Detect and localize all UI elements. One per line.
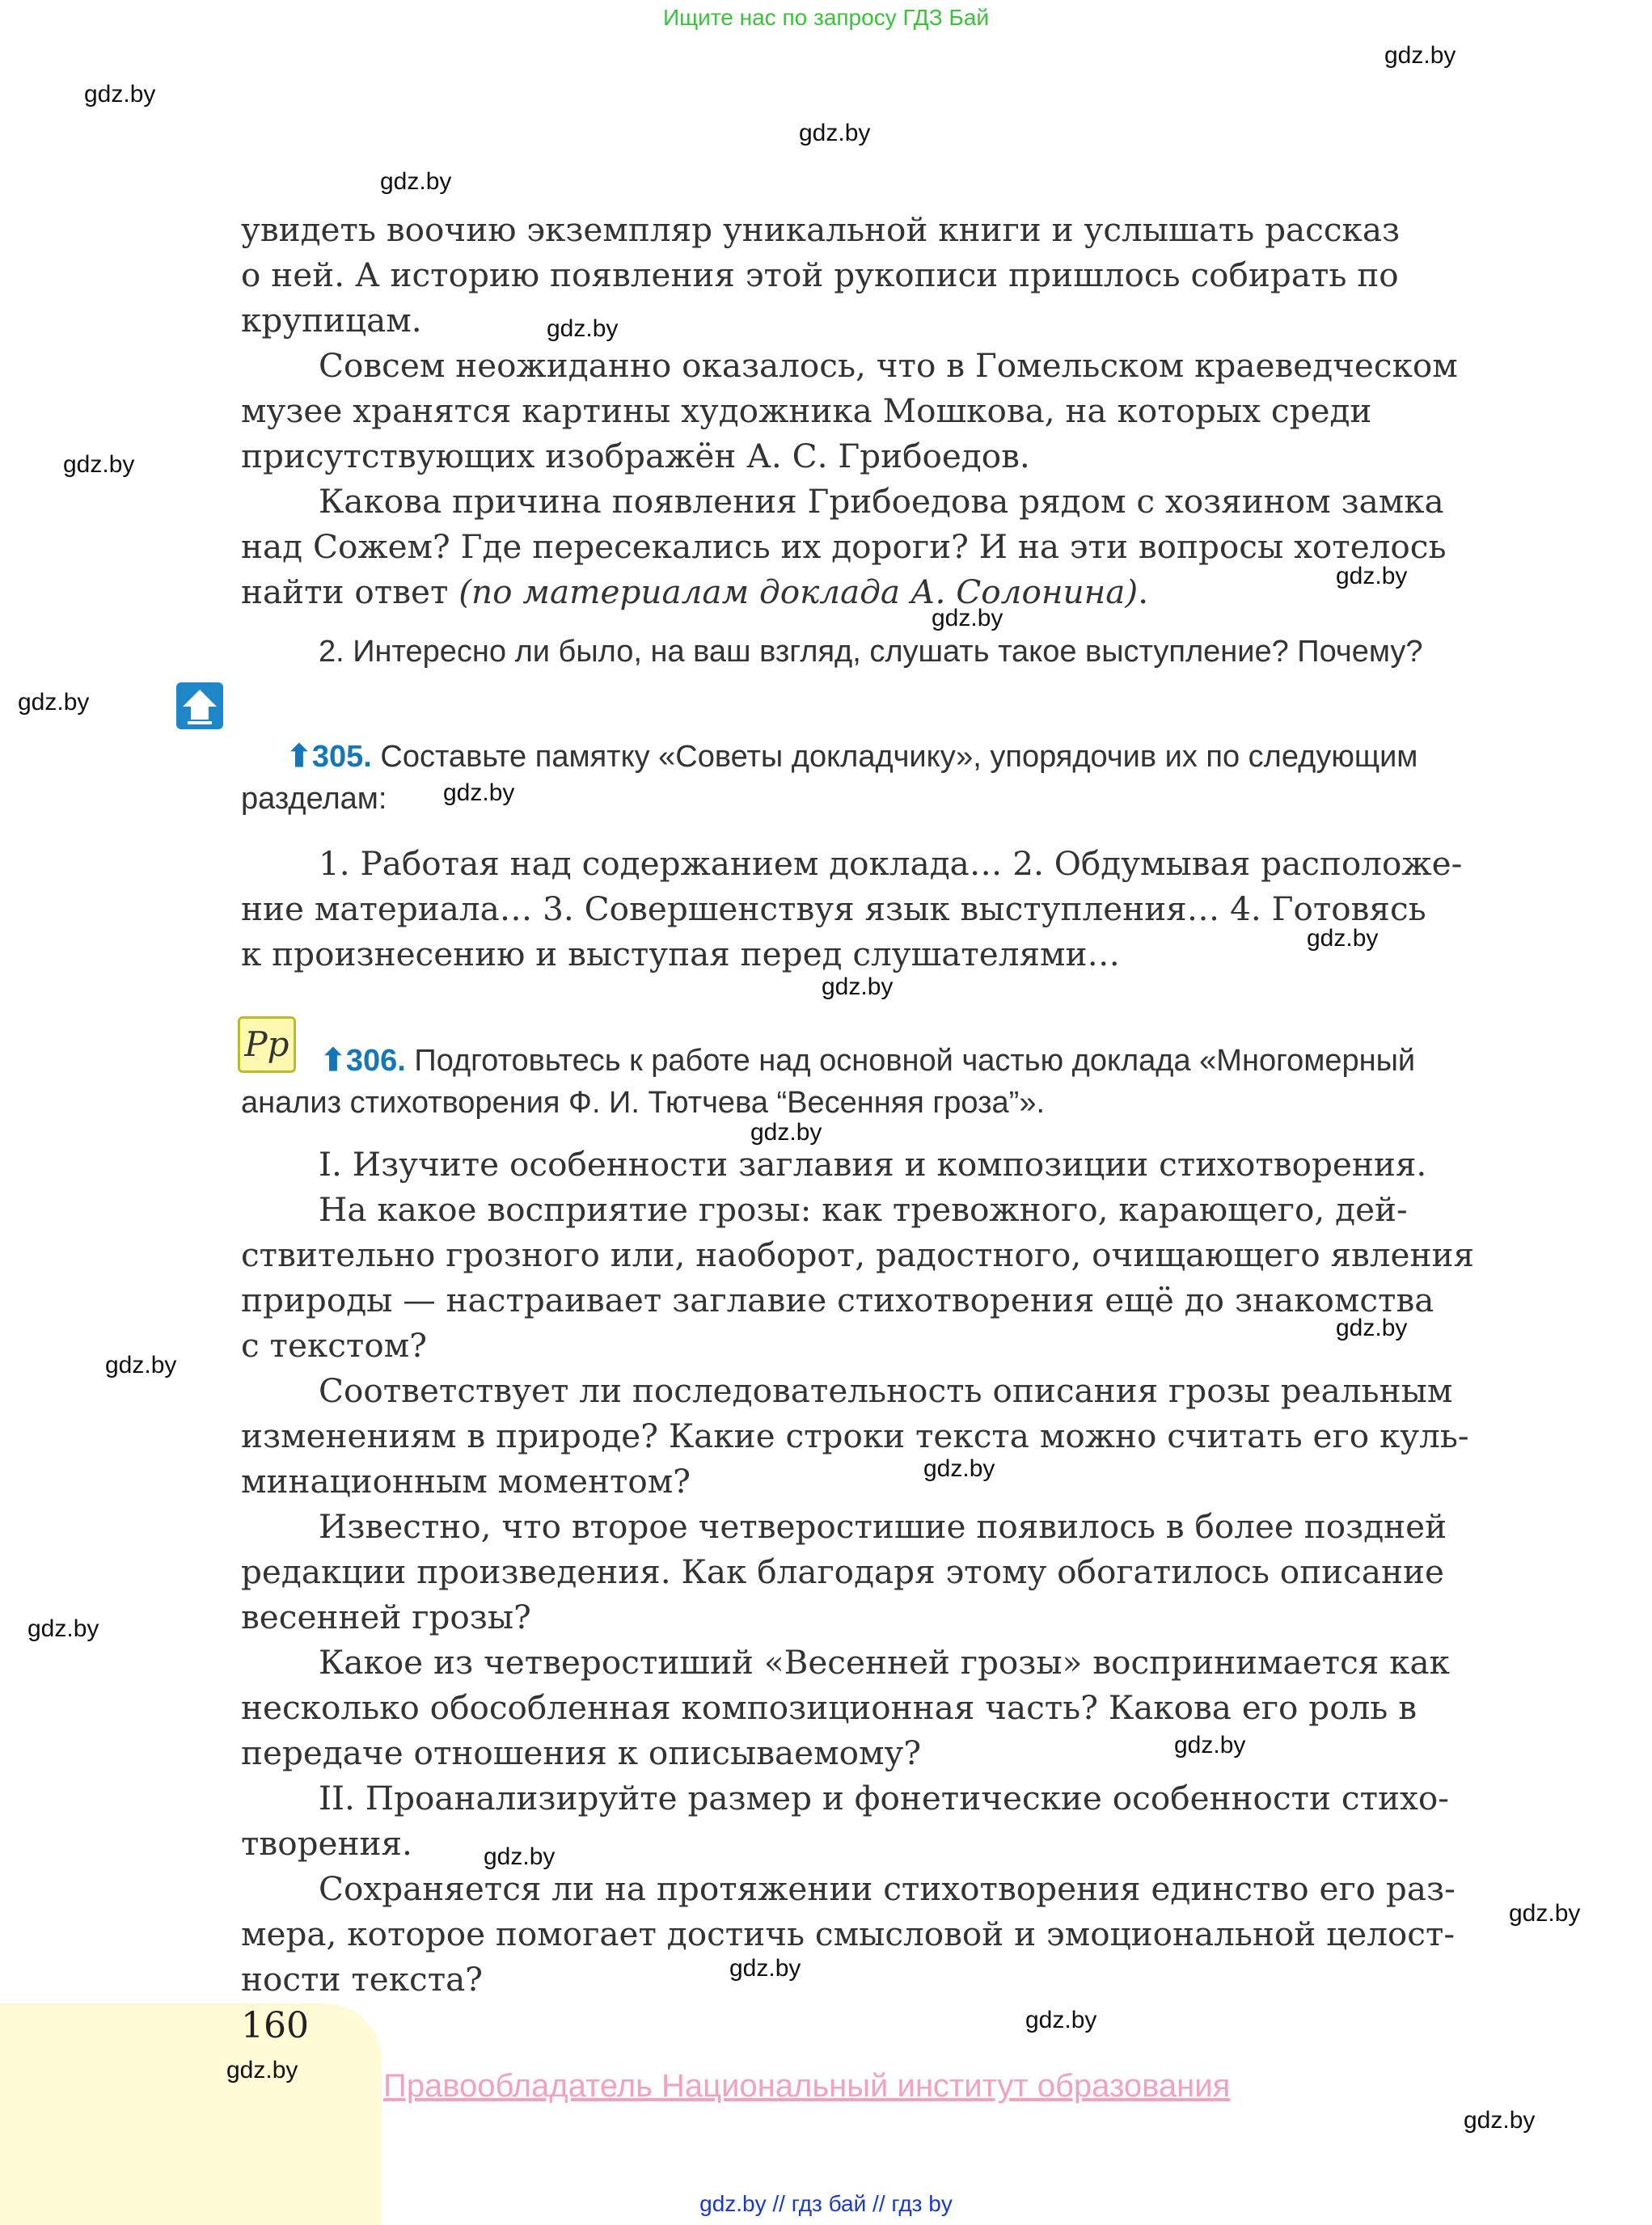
watermark: gdz.by [27,1615,99,1642]
text-line: с текстом? [241,1326,427,1365]
watermark: gdz.by [923,1455,995,1482]
text-line: несколько обособленная композиционная часть? Какова его роль в [241,1688,1418,1727]
text-line: ности текста? [241,1960,483,1999]
footer-links[interactable]: gdz.by // гдз бай // гдз by [699,2191,953,2216]
text-line: Совсем неожиданно оказалось, что в Гомельском краеведческом [319,346,1458,385]
watermark: gdz.by [1509,1900,1581,1927]
text-line: Какое из четверостиший «Весенней грозы» воспринимается как [319,1643,1450,1682]
text-line: минационным моментом? [241,1462,691,1501]
text-line: о ней. А историю появления этой рукописи пришлось собирать по [241,255,1399,294]
watermark: gdz.by [484,1843,556,1870]
watermark: gdz.by [1025,2007,1097,2033]
text-fragment: найти ответ [241,572,449,611]
up-arrow-icon: ⬆ [320,1044,346,1078]
text-line: ствительно грозного или, наоборот, радостного, очищающего явления [241,1235,1475,1274]
watermark: gdz.by [63,451,135,478]
text-line: II. Проанализируйте размер и фонетические особенности стихо- [319,1779,1449,1818]
exercise-number: 306. [345,1044,406,1078]
watermark: gdz.by [750,1119,822,1146]
watermark: gdz.by [443,779,515,806]
watermark: gdz.by [547,315,619,342]
text-fragment: . [1138,572,1149,611]
icon-letter: Pp [244,1024,289,1064]
rights-holder-link[interactable]: Правообладатель Национальный институт образования [383,2068,1231,2104]
script-p-icon [238,1016,296,1073]
text-line: Сохраняется ли на протяжении стихотворения единство его раз- [319,1869,1456,1908]
watermark: gdz.by [1336,1315,1408,1341]
watermark: gdz.by [729,1955,801,1982]
watermark: gdz.by [932,605,1003,631]
watermark: gdz.by [18,689,90,716]
text-line: I. Изучите особенности заглавия и композиции стихотворения. [319,1145,1427,1184]
text-line: Какова причина появления Грибоедова рядом с хозяином замка [319,482,1444,521]
exercise-number: 305. [311,740,372,774]
text-line: передаче отношения к описываемому? [241,1733,922,1772]
watermark: gdz.by [799,120,871,146]
watermark: gdz.by [380,168,452,195]
text-line: изменениям в природе? Какие строки текста можно считать его куль- [241,1416,1469,1455]
text-line: природы — настраивает заглавие стихотворения ещё до знакомства [241,1281,1434,1319]
text-line: творения. [241,1824,412,1863]
text-line: присутствующих изображён А. С. Грибоедов. [241,437,1030,475]
watermark: gdz.by [1464,2107,1536,2134]
exercise-305-heading [286,736,1418,778]
text-line: ние материала… 3. Совершенствуя язык выступления… 4. Готовясь [241,889,1426,928]
text-line: На какое восприятие грозы: как тревожного, карающего, дей- [319,1190,1408,1229]
watermark: gdz.by [84,81,156,108]
text-line: крупицам. [241,301,422,340]
text-line: весенней грозы? [241,1598,531,1636]
text-line: мера, которое помогает достичь смысловой и эмоциональной целост- [241,1915,1456,1953]
exercise-306-line2: анализ стихотворения Ф. И. Тютчева “Весенняя гроза”». [241,1086,1046,1120]
text-line: редакции произведения. Как благодаря этому обогатилось описание [241,1552,1444,1591]
up-arrow-icon: ⬆ [286,740,312,774]
text-line: 1. Работая над содержанием доклада… 2. Обдумывая расположе- [319,844,1463,883]
text-line: музее хранятся картины художника Мошкова, на которых среди [241,391,1372,430]
watermark: gdz.by [1336,563,1408,589]
text-line-with-source [241,569,1148,614]
text-line: Соответствует ли последовательность описания грозы реальным [319,1371,1453,1410]
watermark: gdz.by [1307,925,1379,952]
watermark: gdz.by [1174,1732,1246,1758]
watermark: gdz.by [226,2057,298,2084]
question-2: 2. Интересно ли было, на ваш взгляд, слушать такое выступление? Почему? [319,635,1423,669]
text-line: над Сожем? Где пересекались их дороги? И на эти вопросы хотелось [241,527,1447,566]
exercise-text: Составьте памятку «Советы докладчику», упорядочив их по следующим [380,740,1418,774]
exercise-305-line2: разделам: [241,782,387,816]
text-line: Известно, что второе четверостишие появилось в более поздней [319,1507,1447,1546]
home-up-icon[interactable] [176,682,223,729]
page-number: 160 [241,2005,309,2046]
text-line: увидеть воочию экземпляр уникальной книги и услышать рассказ [241,210,1401,249]
search-banner[interactable]: Ищите нас по запросу ГДЗ Бай [662,5,990,30]
exercise-306-heading [320,1040,1415,1082]
watermark: gdz.by [822,973,894,1000]
watermark: gdz.by [105,1352,177,1378]
source-citation: (по материалам доклада А. Солонина) [458,572,1139,611]
exercise-text: Подготовьтесь к работе над основной частью доклада «Многомерный [414,1044,1416,1078]
text-line: к произнесению и выступая перед слушателями… [241,935,1121,973]
watermark: gdz.by [1384,42,1456,69]
